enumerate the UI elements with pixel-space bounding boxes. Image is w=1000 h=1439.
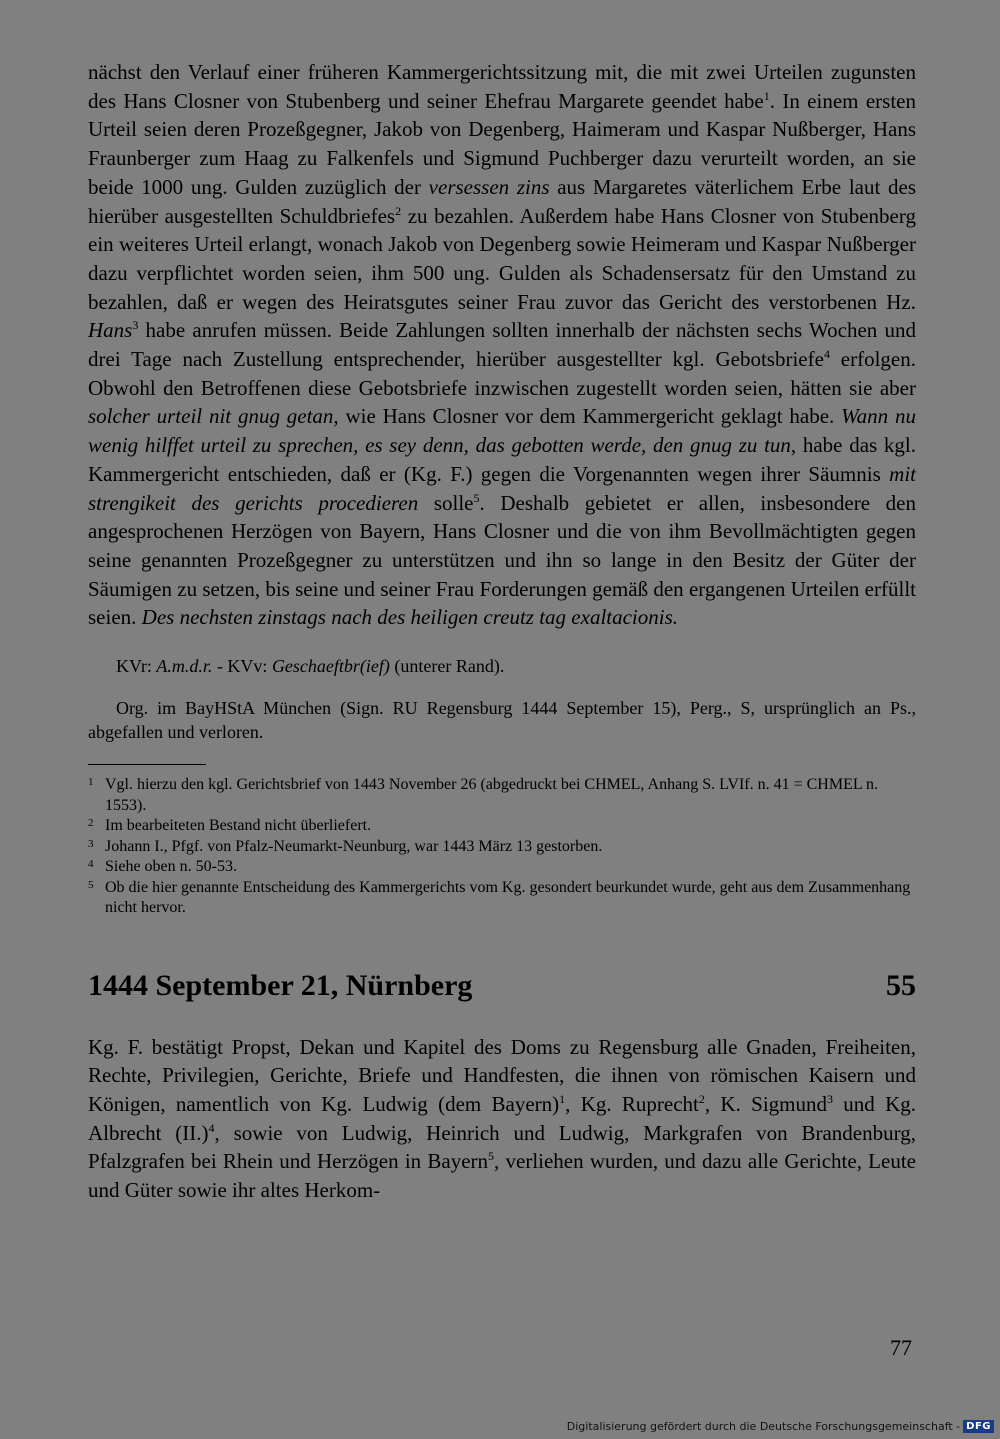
credit-text: Digitalisierung gefördert durch die Deutsche Forschungsgemeinschaft - — [566, 1420, 961, 1433]
text-run: , verliehen wurden, und dazu alle Gerichte, Leute und Güter sowie ihr altes Herkom- — [88, 1149, 916, 1203]
text-run: zu bezahlen. Außerdem habe Hans Closner von Stubenberg ein weiteres Urteil erlangt, wonach Jakob von Degenberg sowie Heimeram und Kaspar Nußberger dazu verpflichtet worden seien, ihm 500 ung. Gulden als Schadensersatz für den Umstand zu bezahlen, daß er wegen des Heiratsgutes seiner Frau zuvor das Gericht des verstorbenen Hz. — [88, 203, 916, 314]
regest-text-54 — [88, 58, 916, 632]
footnotes — [88, 775, 916, 919]
footnote-ref: 3 — [132, 318, 139, 333]
text-run: . In einem ersten Urteil seien deren Prozeßgegner, Jakob von Degenberg, Haimeram und Kaspar Nußberger, Hans Fraunberger zum Haag zu Falkenfels und Sigmund Puchberger dazu verurteilt worden, an sie beide 1000 ung. Gulden zuzüglich der — [88, 88, 916, 199]
text-run: (unterer Rand). — [389, 656, 505, 677]
footnote-ref: 4 — [823, 347, 830, 362]
footnote-divider — [88, 764, 206, 765]
text-run: habe anrufen müssen. Beide Zahlungen sollten innerhalb der nächsten sechs Wochen und drei Tage nach Zustellung entsprechender, hierüber ausgestellter kgl. Gebotsbriefe — [88, 318, 916, 372]
footnote-ref: 5 — [488, 1149, 495, 1164]
quote-italic: Des nechsten zinstags nach des heiligen creutz tag exaltacionis. — [141, 605, 679, 630]
footnote-number: 4 — [88, 858, 94, 871]
footnote-text: Im bearbeiteten Bestand nicht überliefert. — [105, 817, 372, 835]
quote-italic: versessen zins — [428, 174, 550, 199]
footnote-text: Vgl. hierzu den kgl. Gerichtsbrief von 1443 November 26 (abgedruckt bei CHMEL, Anhang S. LVIf. n. 41 = CHMEL n. 1553). — [105, 776, 879, 814]
footnote-number: 5 — [88, 878, 94, 891]
footnote — [88, 837, 916, 858]
footnote-ref: 1 — [559, 1091, 566, 1106]
footnote-number: 3 — [88, 837, 94, 850]
text-run: erfolgen. Obwohl den Betroffenen diese Gebotsbriefe inzwischen zugestellt worden seien, hätten sie aber — [88, 347, 916, 400]
footnote-ref: 3 — [827, 1091, 833, 1106]
funding-credit[interactable] — [567, 1420, 994, 1433]
footnote-text: Johann I., Pfgf. von Pfalz-Neumarkt-Neunburg, war 1443 März 13 gestorben. — [105, 837, 603, 855]
footnote — [88, 857, 916, 878]
text-run: , sowie von Ludwig, Heinrich und Ludwig, Markgrafen von Brandenburg, Pfalzgrafen bei Rhein und Herzögen in Bayern — [88, 1120, 916, 1174]
page-number: 77 — [890, 1335, 912, 1360]
archive-note: Org. im BayHStA München (Sign. RU Regensburg 1444 September 15), Perg., S, ursprünglich an Ps., abgefallen und verloren. — [88, 698, 916, 743]
text-run: . Deshalb gebietet er allen, insbesondere den angesprochenen Herzögen von Bayern, Hans Closner und die von ihm Bevollmächtigten gegen seine genannten Prozeßgegner zu unterstützen und ihn so lange in den Besitz der Güter der Säumigen zu setzen, bis seine und seiner Frau Forderungen gemäß den ergangenen Urteilen erfüllt seien. — [88, 490, 916, 630]
heading-date-place: 1444 September 21, Nürnberg — [88, 968, 473, 1002]
quote-italic: Geschaeftbr(ief) — [271, 656, 390, 677]
document-heading — [88, 969, 916, 1003]
footnote-ref: 2 — [395, 203, 402, 218]
quote-italic: Wann nu wenig hilffet urteil zu sprechen, es sey denn, das gebotten werde, den gnug zu tun — [88, 404, 916, 458]
kanzleivermerk — [88, 654, 916, 678]
footnote — [88, 878, 916, 919]
text-run: , K. Sigmund — [704, 1091, 827, 1116]
text-run: KVr: — [116, 656, 157, 677]
footnote-number: 1 — [88, 776, 94, 789]
dfg-logo: DFG — [963, 1420, 994, 1433]
text-run: aus Margaretes väterlichem Erbe laut des hierüber ausgestellten Schuldbriefes — [88, 174, 917, 228]
text-run: nächst den Verlauf einer früheren Kammergerichtssitzung mit, die mit zwei Urteilen zugunsten des Hans Closner von Stubenberg und seiner Ehefrau Margarete geendet habe — [88, 60, 916, 113]
footnote-ref: 2 — [698, 1091, 705, 1106]
document-page — [88, 58, 916, 1205]
footnote-number: 2 — [88, 817, 94, 830]
footnote — [88, 816, 916, 837]
footnote-ref: 1 — [763, 88, 770, 103]
text-run: , wie Hans Closner vor dem Kammergericht geklagt habe. — [333, 404, 842, 429]
quote-italic: solcher urteil nit gnug getan — [88, 404, 334, 429]
quote-italic: A.m.d.r. — [156, 656, 213, 677]
footnote-text: Ob die hier genannte Entscheidung des Kammergerichts vom Kg. gesondert beurkundet wurde, geht aus dem Zusammenhang nicht hervor. — [105, 878, 911, 917]
text-run: Kg. F. bestätigt Propst, Dekan und Kapitel des Doms zu Regensburg alle Gnaden, Freiheiten, Rechte, Privilegien, Gerichte, Briefe und Handfesten, die ihnen von römischen Kaisern und Königen, namentlich von Kg. Ludwig (dem Bayern) — [88, 1034, 916, 1116]
footnote — [88, 775, 916, 816]
text-run: und Kg. Albrecht (II.) — [88, 1091, 916, 1145]
text-run: solle — [418, 490, 474, 515]
footnote-ref: 4 — [208, 1120, 215, 1135]
quote-italic: Hans — [88, 318, 133, 343]
text-run: , Kg. Ruprecht — [565, 1091, 699, 1116]
regest-text-55 — [88, 1033, 916, 1205]
text-run: - KVv: — [212, 656, 272, 677]
text-run: , habe das kgl. Kammergericht entschieden, daß er (Kg. F.) gegen die Vorgenannten wegen ihrer Säumnis — [88, 433, 916, 486]
footnote-ref: 5 — [473, 490, 480, 505]
footnote-text: Siehe oben n. 50-53. — [105, 858, 237, 876]
document-number: 55 — [886, 968, 916, 1002]
quote-italic: mit strengikeit des gerichts procedieren — [88, 461, 916, 515]
